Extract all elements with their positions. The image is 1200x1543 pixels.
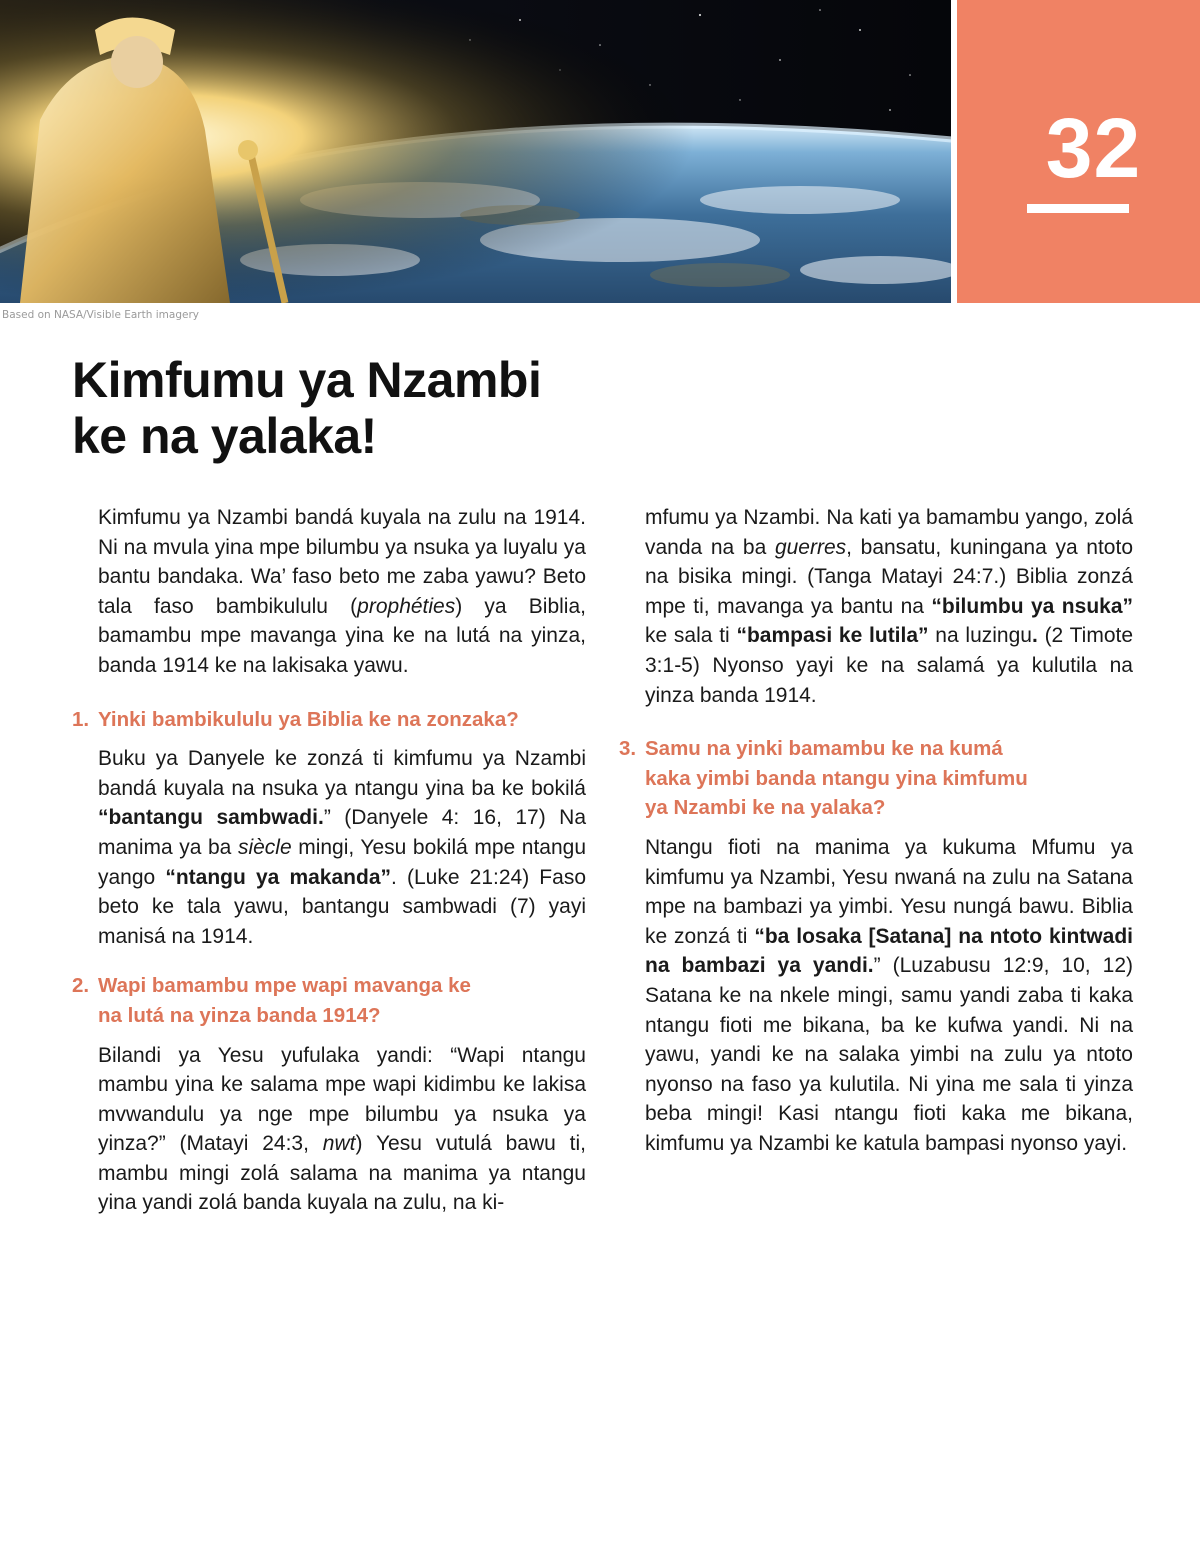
answer-1-paragraph: Buku ya Danyele ke zonzá ti kimfumu ya Nzambi bandá kuyala na nsuka ya ntangu yina ba ke bokilá “bantangu sambwadi.” (Danyele 4: 16, 17) Na manima ya ba siècle mingi, Yesu bokilá mpe ntangu yango “ntangu ya makanda”. (Luke 21:24) Faso beto ke tala yawu, bantangu sambwadi (7) yayi manisá na 1914. <box>98 747 587 948</box>
chapter-number: 32 <box>1045 101 1142 195</box>
question-2-heading: 2. Wapi bamambu mpe wapi mavanga ke na lutá na yinza banda 1914? <box>98 971 586 1030</box>
page-title <box>72 352 541 464</box>
image-credit: Based on NASA/Visible Earth imagery <box>2 309 199 321</box>
answer-3-paragraph: Ntangu fioti na manima ya kukuma Mfumu ya kimfumu ya Nzambi, Yesu nwaná na zulu na Satana mpe na bambazi ya yimbi. Yesu nungá bawu. Biblia ke zonzá ti “ba losaka [Satana] na ntoto kintwadi na bambazi ya yandi.” (Luzabusu 12:9, 10, 12) Satana ke na nkele mingi, samu yandi zaba ti kaka ntangu fioti me bikana, ba ke kufwa yandi. Ni na yawu, yandi ke na salaka yimbi na zulu ya ntoto nyonso na faso ya kulutila. Ni yina me sala ti yinza beba mingi! Kasi ntangu fioti kaka me bikana, kimfumu ya Nzambi ke katula bampasi nyonso yayi. <box>645 835 1133 1155</box>
question-1-heading: 1. Yinki bambikululu ya Biblia ke na zonzaka? <box>98 705 586 735</box>
question-3-number: 3. <box>619 737 637 761</box>
question-2-number: 2. <box>72 974 90 998</box>
right-column <box>619 503 1134 1158</box>
title-line-1: Kimfumu ya Nzambi <box>72 352 542 408</box>
earth-from-space-illustration <box>0 0 951 303</box>
question-3-block <box>619 734 1133 823</box>
question-3-heading: 3. Samu na yinki bamambu ke na kumá kaka yimbi banda ntangu yina kimfumu ya Nzambi ke na yalaka? <box>645 734 1133 823</box>
chapter-underline <box>1027 204 1129 213</box>
answer-2-paragraph-part-1: Bilandi ya Yesu yufulaka yandi: “Wapi ntangu mambu yina ke salama mpe wapi kidimbu ke lakisa mvwandulu ya nge mpe bilumbu ya nsuka ya yinza?” (Matayi 24:3, nwt) Yesu vutulá bawu ti, mambu mingi zolá salama na manima ya ntangu yina yandi zolá banda kuyala na zulu, na ki- <box>98 1043 586 1215</box>
left-column <box>72 503 587 1218</box>
answer-2-paragraph-part-2: mfumu ya Nzambi. Na kati ya bamambu yango, zolá vanda na ba guerres, bansatu, kuningana ya ntoto na bisika mingi. (Tanga Matayi 24:7.) Biblia zonzá mpe ti, mavanga ya bantu na “bilumbu ya nsuka” ke sala ti “bampasi ke lutila” na luzingu. (2 Timote 3:1-5) Nyonso yayi ke na salamá ya kulutila na yinza banda 1914. <box>645 506 1134 707</box>
chapter-badge <box>957 0 1200 303</box>
title-line-2: ke na yalaka! <box>72 408 377 464</box>
question-2-block <box>72 971 586 1030</box>
intro-paragraph: Kimfumu ya Nzambi bandá kuyala na zulu na 1914. Ni na mvula yina mpe bilumbu ya nsuka ya luyalu ya bantu bandaka. Wa’ faso beto me zaba yawu? Beto tala faso bambikululu (prophéties) ya Biblia, bamambu mpe mavanga yina ke na lutá na yinza, banda 1914 ke na lakisaka yawu. <box>98 506 586 677</box>
question-1-block <box>72 705 586 735</box>
question-1-number: 1. <box>72 707 90 731</box>
hero-image <box>0 0 951 303</box>
